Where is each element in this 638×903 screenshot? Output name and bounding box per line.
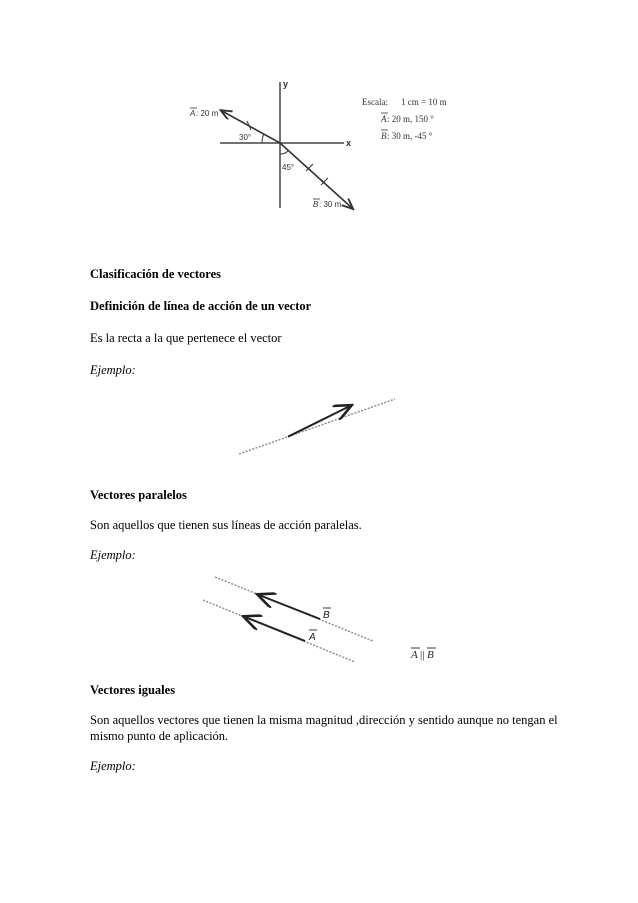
paralelos-text: Son aquellos que tienen sus líneas de acción paralelas. bbox=[90, 518, 362, 532]
a-spec: : 20 m, 150 ° bbox=[387, 114, 434, 124]
paralelos-example-label: Ejemplo: bbox=[90, 548, 136, 562]
vector-a-arrow bbox=[245, 617, 305, 641]
linea-accion-heading: Definición de línea de acción de un vector bbox=[90, 299, 312, 313]
vector-a-symbol: A bbox=[190, 109, 196, 118]
vector-b-line bbox=[280, 143, 352, 208]
iguales-text: Son aquellos vectores que tienen la misma magnitud ,dirección y sentido aunque no tengan el mismo punto de aplicación. bbox=[90, 713, 558, 743]
vector-b-arrow bbox=[259, 595, 320, 619]
relation-b: B bbox=[427, 649, 434, 661]
vector-b-symbol: B bbox=[313, 200, 319, 209]
parallel-vectors-figure bbox=[195, 570, 445, 670]
b-spec-symbol: B bbox=[381, 131, 387, 141]
linea-accion-text: Es la recta a la que pertenece el vector bbox=[90, 331, 282, 345]
iguales-heading: Vectores iguales bbox=[90, 683, 176, 697]
parallel-b-label: B bbox=[323, 610, 330, 621]
angle-b-label: 45° bbox=[282, 163, 295, 172]
vector-axes-figure bbox=[180, 72, 470, 217]
vector-a-label: : 20 m bbox=[196, 109, 219, 118]
scale-label: Escala: bbox=[362, 97, 388, 107]
axis-y-label: y bbox=[283, 79, 289, 89]
paralelos-heading: Vectores paralelos bbox=[90, 488, 187, 502]
vector-on-line bbox=[288, 406, 350, 437]
scale-value: 1 cm = 10 m bbox=[401, 97, 447, 107]
relation-symbol: || bbox=[420, 649, 425, 661]
section-title: Clasificación de vectores bbox=[90, 267, 221, 281]
relation-a: A bbox=[411, 649, 418, 661]
parallel-a-label: A bbox=[309, 632, 316, 643]
linea-accion-example-label: Ejemplo: bbox=[90, 363, 136, 377]
vector-b-label: : 30 m bbox=[319, 200, 342, 209]
axis-x-label: x bbox=[346, 138, 352, 148]
line-of-action-figure bbox=[230, 395, 405, 459]
angle-arc-b bbox=[280, 151, 288, 154]
b-spec: : 30 m, -45 ° bbox=[387, 131, 433, 141]
iguales-example-label: Ejemplo: bbox=[90, 759, 136, 773]
angle-a-label: 30° bbox=[239, 133, 252, 142]
angle-arc-a bbox=[262, 134, 264, 143]
a-spec-symbol: A bbox=[381, 114, 387, 124]
line-of-action bbox=[239, 399, 395, 454]
